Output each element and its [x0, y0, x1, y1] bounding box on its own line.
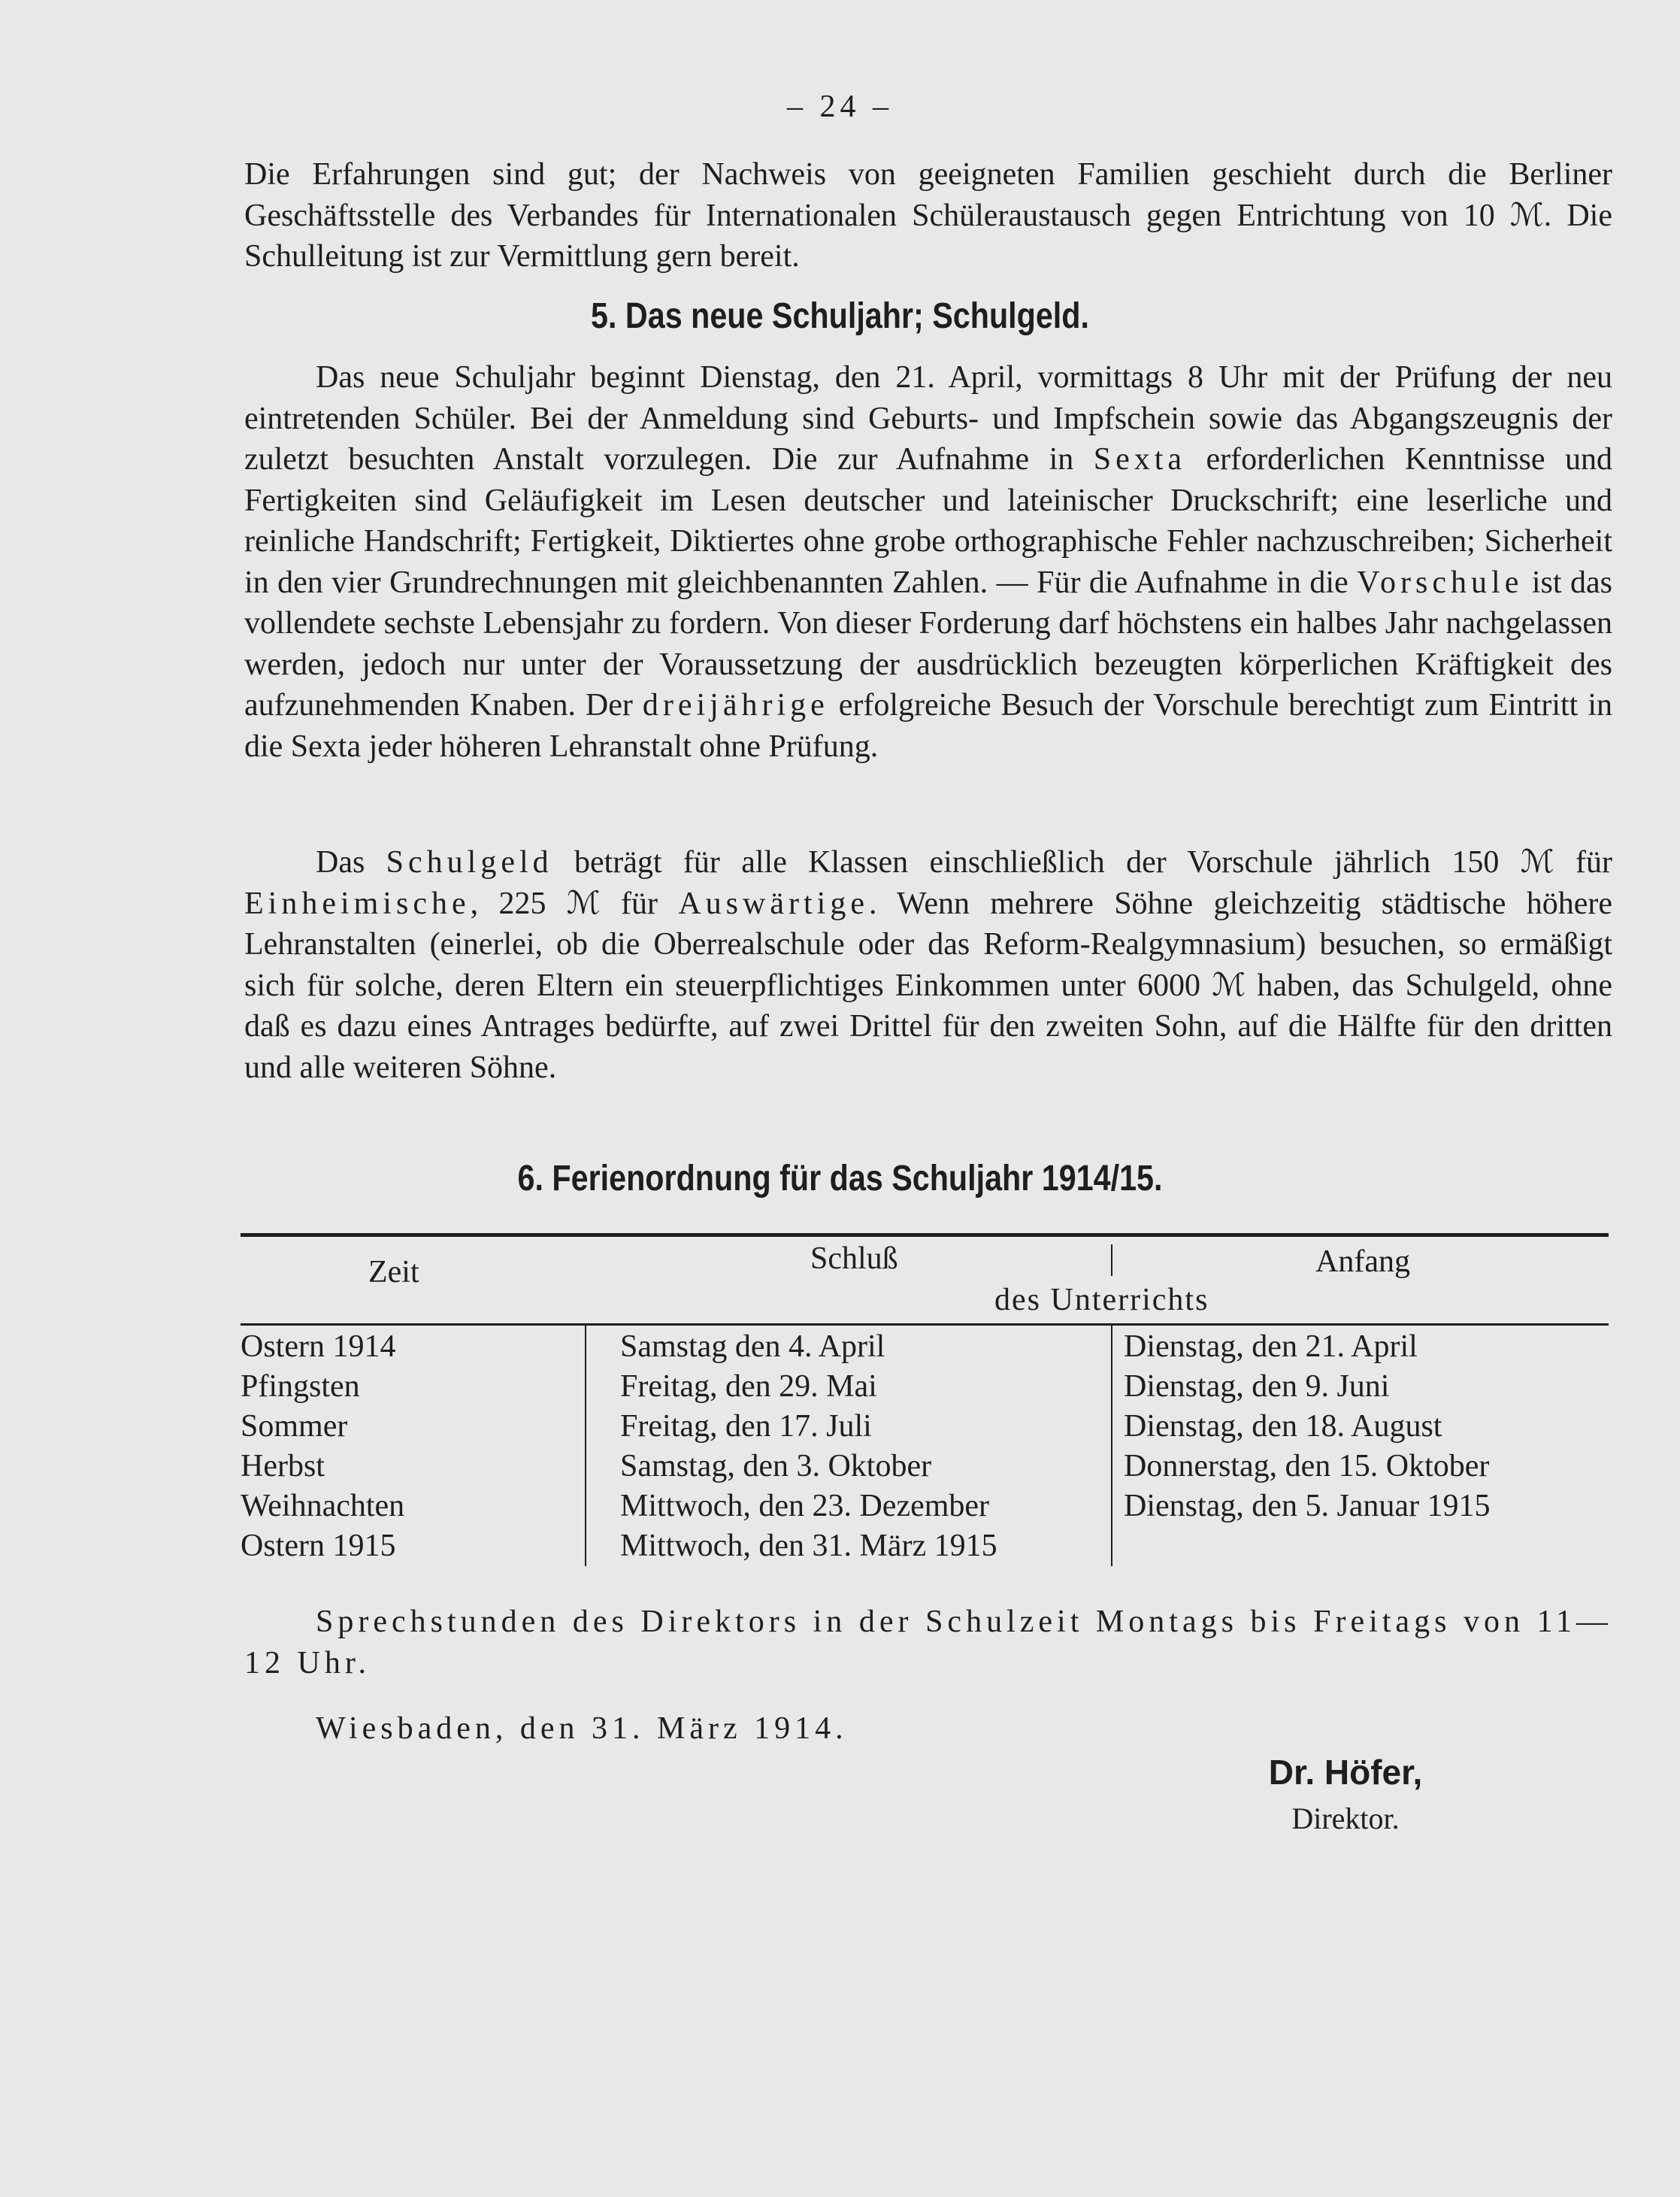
table-row: Freitag, den 17. Juli [620, 1409, 872, 1444]
table-row: Dienstag, den 18. August [1124, 1409, 1442, 1444]
table-row: Sommer [241, 1409, 348, 1444]
section-6-heading: 6. Ferienordnung für das Schuljahr 1914/15. [517, 1159, 1163, 1199]
table-row: Herbst [241, 1449, 325, 1483]
table-row: Freitag, den 29. Mai [620, 1369, 877, 1404]
header-anfang: Anfang [1315, 1244, 1410, 1279]
table-row: Mittwoch, den 31. März 1915 [620, 1529, 997, 1563]
table-row: Pfingsten [241, 1369, 360, 1404]
column-schluss [620, 1327, 997, 1566]
table-row: Samstag, den 3. Oktober [620, 1449, 932, 1483]
header-des-unterrichts: des Unterrichts [994, 1283, 1209, 1317]
signer-role: Direktor. [1291, 1802, 1400, 1835]
signer-name: Dr. Höfer, [1268, 1753, 1423, 1792]
table-row: Mittwoch, den 23. Dezember [620, 1489, 990, 1523]
section-5-heading: 5. Das neue Schuljahr; Schulgeld. [591, 296, 1089, 336]
column-anfang [1124, 1327, 1491, 1526]
header-zeit: Zeit [368, 1255, 419, 1289]
sprechstunden-note: Sprechstunden des Direktors in der Schulzeit Montags bis Freitags von 11—12 Uhr. [244, 1605, 1612, 1680]
page-number: – 24 – [787, 89, 893, 124]
holiday-table [241, 1233, 1609, 1571]
table-row: Dienstag, den 9. Juni [1124, 1369, 1390, 1404]
section-5-paragraph-1: Das neue Schuljahr beginnt Dienstag, den 21. April, vormittags 8 Uhr mit der Prüfung der neu eintretenden Schüler. Bei der Anmeldung sind Geburts- und Impfschein sowie das Abgangszeugnis der zuletzt besuchten Anstalt vorzulegen. Die zur Aufnahme in Sexta erforderlichen Kenntnisse und Fertigkeiten sind Geläufigkeit im Lesen deutscher und lateinischer Druckschrift; eine leserliche und reinliche Handschrift; Fertigkeit, Diktiertes ohne grobe orthographische Fehler nachzuschreiben; Sicherheit in den vier Grundrechnungen mit gleichbenannten Zahlen. — Für die Aufnahme in die Vorschule ist das vollendete sechste Lebensjahr zu fordern. Von dieser Forderung darf höchstens ein halbes Jahr nachgelassen werden, jedoch nur unter der Voraussetzung der ausdrücklich bezeugten körperlichen Kräftigkeit des aufzunehmenden Knaben. Der dreijährige erfolgreiche Besuch der Vorschule berechtigt zum Eintritt in die Sexta jeder höheren Lehranstalt ohne Prüfung. [244, 360, 1612, 764]
table-row: Ostern 1915 [241, 1529, 396, 1563]
table-row: Dienstag, den 21. April [1124, 1329, 1418, 1364]
section-5-paragraph-2: Das Schulgeld beträgt für alle Klassen einschließlich der Vorschule jährlich 150 ℳ für Einheimische, 225 ℳ für Auswärtige. Wenn mehrere Söhne gleichzeitig städtische höhere Lehranstalten (einerlei, ob die Oberrealschule oder das Reform-Realgymnasium) besuchen, so ermäßigt sich für solche, deren Eltern ein steuerpflichtiges Einkommen unter 6000 ℳ haben, das Schulgeld, ohne daß es dazu eines Antrages bedürfte, auf zwei Drittel für den zweiten Sohn, auf die Hälfte für den dritten und alle weiteren Söhne. [244, 845, 1613, 1085]
table-row: Samstag den 4. April [620, 1329, 885, 1364]
table-row: Ostern 1914 [241, 1329, 396, 1364]
intro-paragraph: Die Erfahrungen sind gut; der Nachweis von geeigneten Familien geschieht durch die Berliner Geschäftsstelle des Verbandes für Internationalen Schüleraustausch gegen Entrichtung von 10 ℳ. Die Schulleitung ist zur Vermittlung gern bereit. [244, 157, 1612, 274]
table-row: Dienstag, den 5. Januar 1915 [1124, 1489, 1491, 1523]
column-zeit [241, 1327, 404, 1566]
dateline: Wiesbaden, den 31. März 1914. [316, 1711, 848, 1746]
table-row: Weihnachten [241, 1489, 405, 1523]
table-row: Donnerstag, den 15. Oktober [1124, 1449, 1490, 1483]
header-schluss: Schluß [810, 1241, 898, 1276]
